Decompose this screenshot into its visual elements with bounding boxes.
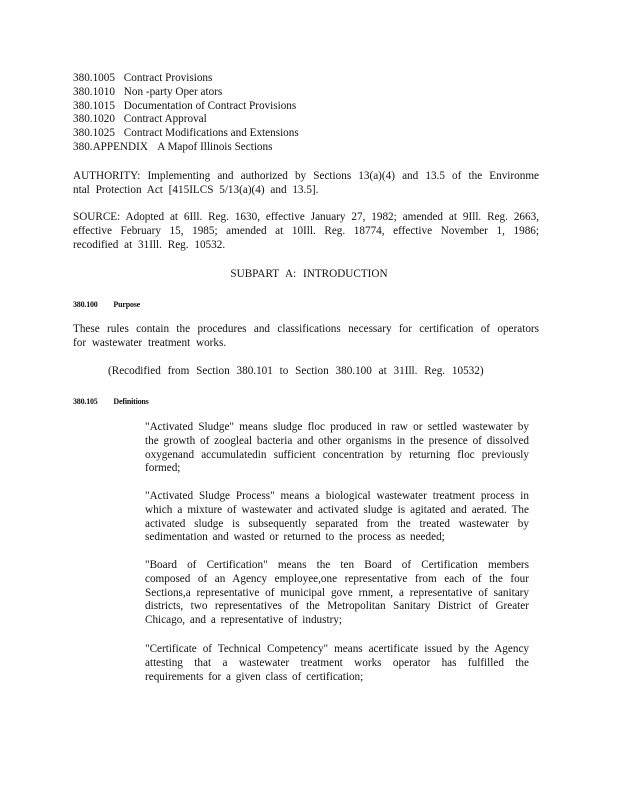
toc-number: 380.1005 bbox=[73, 72, 115, 84]
definition-activated-sludge: "Activated Sludge" means sludge floc produced in raw or settled wastewater by the growth of zoogleal bacteria and other organisms in the presence of dissolved oxygenand accumulatedin sufficient concentration by returning floc previously formed; bbox=[145, 421, 529, 475]
toc-title: Non -party Oper ators bbox=[123, 85, 223, 98]
toc-title: Documentation of Contract Provisions bbox=[123, 99, 297, 112]
authority-paragraph: AUTHORITY: Implementing and authorized by Sections 13(a)(4) and 13.5 of the Environme ntal Protection Act [415ILCS 5/13(a)(4) and 13.5]. bbox=[73, 170, 539, 196]
section-heading-definitions bbox=[73, 395, 149, 409]
section-number: 380.100 bbox=[73, 300, 98, 309]
section-heading-purpose bbox=[73, 298, 140, 312]
definition-certificate-of-technical-competency: "Certificate of Technical Competency" means acertificate issued by the Agency attesting that a wastewater treatment works operator has fulfilled the requirements for a given class of certification; bbox=[145, 643, 529, 683]
definition-board-of-certification: "Board of Certification" means the ten Board of Certification members composed of an Agency employee,one representative from each of the four Sections,a representative of municipal gove rnment, a representative of sanitary districts, two representatives of the Metropolitan Sanitary District of Greater Chicago, and a representative of industry; bbox=[145, 559, 529, 627]
section-title: Purpose bbox=[113, 300, 141, 309]
subpart-heading: SUBPART A: INTRODUCTION bbox=[230, 268, 388, 280]
toc-entry bbox=[73, 72, 373, 86]
toc-entry bbox=[73, 127, 373, 141]
toc-title: A Mapof Illinois Sections bbox=[157, 140, 273, 153]
toc-entry bbox=[73, 100, 373, 114]
section-number: 380.105 bbox=[73, 397, 98, 406]
toc-number: 380.1015 bbox=[73, 99, 115, 112]
toc-title: Contract Approval bbox=[123, 113, 207, 126]
table-of-contents bbox=[73, 72, 373, 155]
toc-title: Contract Modifications and Extensions bbox=[123, 127, 299, 140]
toc-number: 380.1025 bbox=[73, 127, 115, 140]
section-title: Definitions bbox=[113, 397, 149, 406]
toc-number: 380.1020 bbox=[73, 113, 115, 126]
purpose-paragraph: These rules contain the procedures and classifications necessary for certification of operators for wastewater treatment works. bbox=[73, 323, 539, 349]
toc-entry bbox=[73, 113, 373, 127]
toc-number: 380.1010 bbox=[73, 85, 115, 98]
toc-entry bbox=[73, 141, 373, 155]
recodified-note: (Recodified from Section 380.101 to Section 380.100 at 31Ill. Reg. 10532) bbox=[108, 365, 484, 377]
toc-title: Contract Provisions bbox=[123, 72, 213, 84]
toc-entry bbox=[73, 86, 373, 100]
definition-activated-sludge-process: "Activated Sludge Process" means a biological wastewater treatment process in which a mixture of wastewater and activated sludge is agitated and aerated. The activated sludge is subsequently separated from the treated wastewater by sedimentation and wasted or returned to the process as needed; bbox=[145, 490, 529, 544]
source-paragraph: SOURCE: Adopted at 6Ill. Reg. 1630, effective January 27, 1982; amended at 9Ill. Reg. 2663, effective February 15, 1985; amended at 10Ill. Reg. 18774, effective November 1, 1986; recodified at 31Ill. Reg. 10532. bbox=[73, 211, 539, 251]
toc-number: 380.APPENDIX bbox=[73, 140, 148, 153]
